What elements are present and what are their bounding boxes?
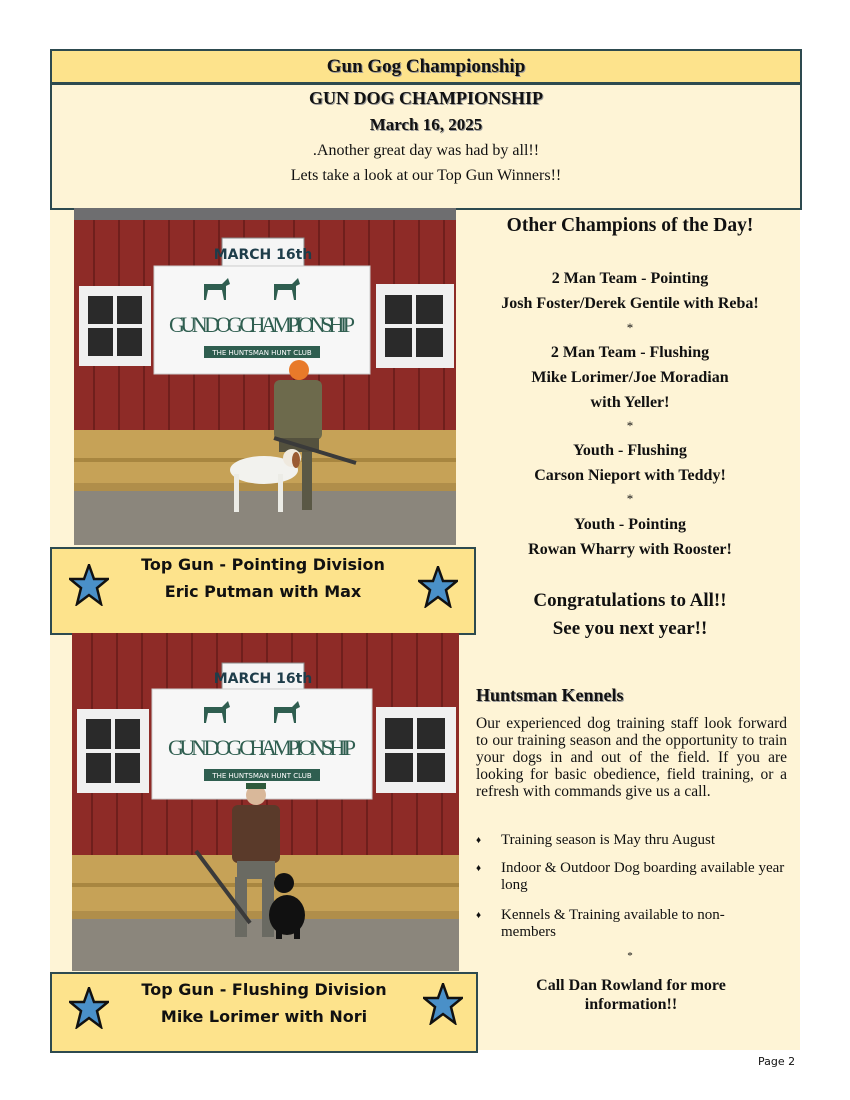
pointing-caption [50,547,476,635]
svg-text:GUN DOG CHAMPIONSHIP: GUN DOG CHAMPIONSHIP [168,735,356,760]
champion-separator: * [626,418,634,433]
see-you-text: See you next year!! [552,618,708,639]
champion-line: Youth - Pointing [573,516,687,533]
diamond-bullet-icon: ♦ [476,835,482,846]
star-icon [69,987,109,1029]
diamond-bullet-icon: ♦ [476,863,482,874]
congratulations-text: Congratulations to All!! [533,590,727,611]
intro-line-1: .Another great day was had by all!! [312,142,540,159]
kennels-heading: Huntsman Kennels [476,685,624,705]
page-title: Gun Gog Championship [326,55,526,77]
champion-line: Carson Nieport with Teddy! [534,467,726,484]
header-box [50,83,802,210]
bullet-item: ♦ Training season is May thru August [476,832,716,848]
svg-text:GUN DOG CHAMPIONSHIP: GUN DOG CHAMPIONSHIP [169,312,355,337]
bullet-item: ♦ Indoor & Outdoor Dog boarding available year long [476,860,785,893]
page-number: Page 2 [758,1055,796,1068]
kennels-separator: * [627,950,633,962]
svg-text:MARCH 16th: MARCH 16th [213,247,313,263]
champion-separator: * [626,491,634,506]
title-bar [50,49,802,84]
kennels-body: Our experienced dog training staff look forward to our training season and the opportunity to train your dogs in and out of the field. If you are looking for basic obedience, field training, or a refresh with commands give us a call. [476,715,787,800]
champion-line: Rowan Wharry with Rooster! [528,541,732,558]
svg-text:THE HUNTSMAN HUNT CLUB: THE HUNTSMAN HUNT CLUB [212,349,312,357]
star-icon [69,564,109,606]
call-to-action: Call Dan Rowland for more information!! [536,977,726,1013]
barn-scene-2 [72,633,459,971]
event-date: March 16, 2025 [369,115,483,134]
pointing-division-title: Top Gun - Pointing Division [141,555,385,574]
champion-line: 2 Man Team - Pointing [551,270,709,287]
other-champions-heading: Other Champions of the Day! [506,215,754,236]
champion-line: Youth - Flushing [573,442,687,459]
diamond-bullet-icon: ♦ [476,910,482,921]
svg-text:THE HUNTSMAN HUNT CLUB: THE HUNTSMAN HUNT CLUB [212,772,312,780]
flushing-caption [50,972,478,1053]
champion-line: 2 Man Team - Flushing [550,344,710,361]
intro-line-2: Lets take a look at our Top Gun Winners!! [290,167,562,184]
flushing-winner-name: Mike Lorimer with Nori [160,1007,368,1026]
flushing-division-title: Top Gun - Flushing Division [141,980,387,999]
bullet-item: ♦ Kennels & Training available to non-members [476,907,725,940]
champion-line: Josh Foster/Derek Gentile with Reba! [501,295,759,312]
pointing-winner-photo [74,208,456,545]
svg-text:MARCH 16th: MARCH 16th [213,671,313,687]
barn-scene-1 [74,208,456,545]
champion-separator: * [626,320,634,335]
championship-heading: GUN DOG CHAMPIONSHIP [309,88,543,108]
flushing-winner-photo [72,633,459,971]
star-icon [423,983,463,1025]
pointing-winner-name: Eric Putman with Max [164,582,362,601]
champion-line: with Yeller! [590,394,670,411]
champion-line: Mike Lorimer/Joe Moradian [531,369,729,386]
star-icon [418,566,458,608]
